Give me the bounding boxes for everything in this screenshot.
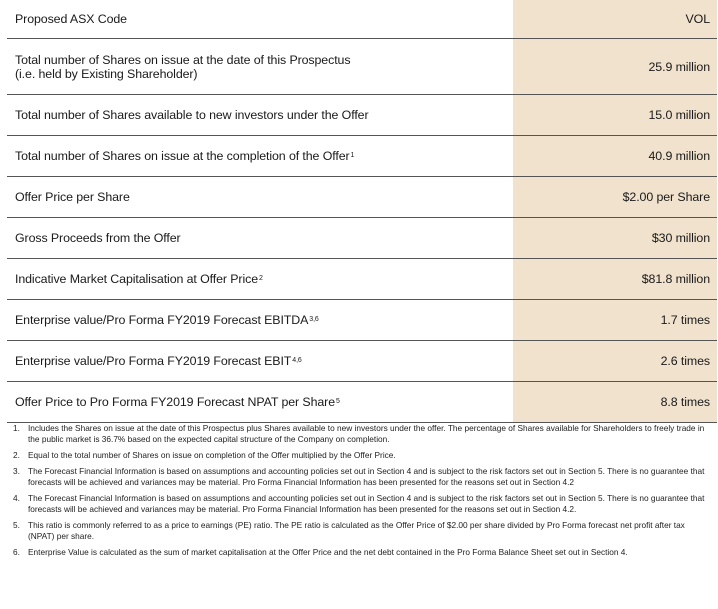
- footnote-item: [13, 493, 710, 515]
- row-value: 15.0 million: [513, 95, 717, 135]
- footnote-text: This ratio is commonly referred to as a price to earnings (PE) ratio. The PE ratio is calculated as the Offer Price of $2.00 per share divided by Pro Forma forecast net profit after tax (NPAT) per share.: [28, 520, 685, 541]
- footnote-item: [13, 547, 710, 558]
- offer-statistics-table: [7, 0, 717, 423]
- row-value: 25.9 million: [513, 39, 717, 94]
- footnote-number: 4.: [13, 493, 20, 503]
- table-row-offer-price: [7, 177, 717, 218]
- footnote-text: The Forecast Financial Information is based on assumptions and accounting policies set out in Section 4 and is subject to the risk factors set out in Section 5. There is no guarantee that forecasts will be achieved and variances may be material. Pro Forma Financial Information has been presented for the reasons set out in Section 4.2: [28, 466, 705, 487]
- footnote-number: 2.: [13, 450, 20, 460]
- row-value: VOL: [513, 0, 717, 38]
- row-label: [7, 39, 513, 94]
- row-label-text: Proposed ASX Code: [15, 12, 127, 26]
- footnote-item: [13, 450, 710, 461]
- row-value: 2.6 times: [513, 341, 717, 381]
- footnote-text: Enterprise Value is calculated as the sum of market capitalisation at the Offer Price and the net debt contained in the Pro Forma Balance Sheet set out in Section 4.: [28, 547, 628, 557]
- table-row-ev-ebit: [7, 341, 717, 382]
- row-value: $2.00 per Share: [513, 177, 717, 217]
- row-label: Total number of Shares on issue at the completion of the Offer 1: [15, 149, 355, 163]
- row-label: [7, 0, 513, 38]
- footnote-item: [13, 423, 710, 445]
- row-sublabel-text: (i.e. held by Existing Shareholder): [15, 66, 198, 81]
- footnote-item: [13, 466, 710, 488]
- row-label-text: Total number of Shares on issue at the date of this Prospectus: [15, 52, 351, 67]
- row-label: Indicative Market Capitalisation at Offer Price 2: [15, 272, 263, 286]
- table-row-market-cap: [7, 259, 717, 300]
- table-row-asx-code: [7, 0, 717, 39]
- footnote-item: [13, 520, 710, 542]
- footnote-text: The Forecast Financial Information is based on assumptions and accounting policies set out in Section 4 and is subject to the risk factors set out in Section 5. There is no guarantee that forecasts will be achieved and variances may be material. Pro Forma Financial Information has been presented for the reasons set out in Section 4.2.: [28, 493, 705, 514]
- row-label-text: Enterprise value/Pro Forma FY2019 Forecast EBIT: [15, 354, 292, 368]
- row-value: $30 million: [513, 218, 717, 258]
- row-label-text: Indicative Market Capitalisation at Offer Price: [15, 272, 258, 286]
- footnote-number: 3.: [13, 466, 20, 476]
- row-value: 1.7 times: [513, 300, 717, 340]
- footnote-number: 5.: [13, 520, 20, 530]
- table-row-gross-proceeds: [7, 218, 717, 259]
- footnote-number: 1.: [13, 423, 20, 433]
- row-label: [7, 177, 513, 217]
- row-value: $81.8 million: [513, 259, 717, 299]
- row-label-text: Total number of Shares available to new investors under the Offer: [15, 108, 369, 122]
- table-row-shares-on-issue: [7, 39, 717, 95]
- row-value: 40.9 million: [513, 136, 717, 176]
- table-row-ev-ebitda: [7, 300, 717, 341]
- row-label-text: Enterprise value/Pro Forma FY2019 Forecast EBITDA: [15, 313, 309, 327]
- footnote-number: 6.: [13, 547, 20, 557]
- row-label-text: Gross Proceeds from the Offer: [15, 231, 181, 245]
- table-row-shares-at-completion: [7, 136, 717, 177]
- row-label: Enterprise value/Pro Forma FY2019 Forecast EBITDA 3,6: [15, 313, 319, 327]
- footnote-text: Includes the Shares on issue at the date of this Prospectus plus Shares available to new investors under the offer. The percentage of Shares available for Shareholders to freely trade in the public market is 36.7% based on the expected capital structure of the Company on completion.: [28, 423, 705, 444]
- footnotes: [13, 423, 710, 563]
- row-label: Enterprise value/Pro Forma FY2019 Forecast EBIT 4,6: [15, 354, 302, 368]
- row-label: [7, 218, 513, 258]
- row-label-text: Total number of Shares on issue at the completion of the Offer: [15, 149, 350, 163]
- table-row-shares-new-investors: [7, 95, 717, 136]
- row-label-text: Offer Price to Pro Forma FY2019 Forecast NPAT per Share: [15, 395, 335, 409]
- row-label-text: Offer Price per Share: [15, 190, 130, 204]
- footnote-text: Equal to the total number of Shares on issue on completion of the Offer multiplied by the Offer Price.: [28, 450, 396, 460]
- row-value: 8.8 times: [513, 382, 717, 422]
- row-label: Offer Price to Pro Forma FY2019 Forecast NPAT per Share 5: [15, 395, 340, 409]
- row-label: [7, 95, 513, 135]
- table-row-price-to-npat: [7, 382, 717, 423]
